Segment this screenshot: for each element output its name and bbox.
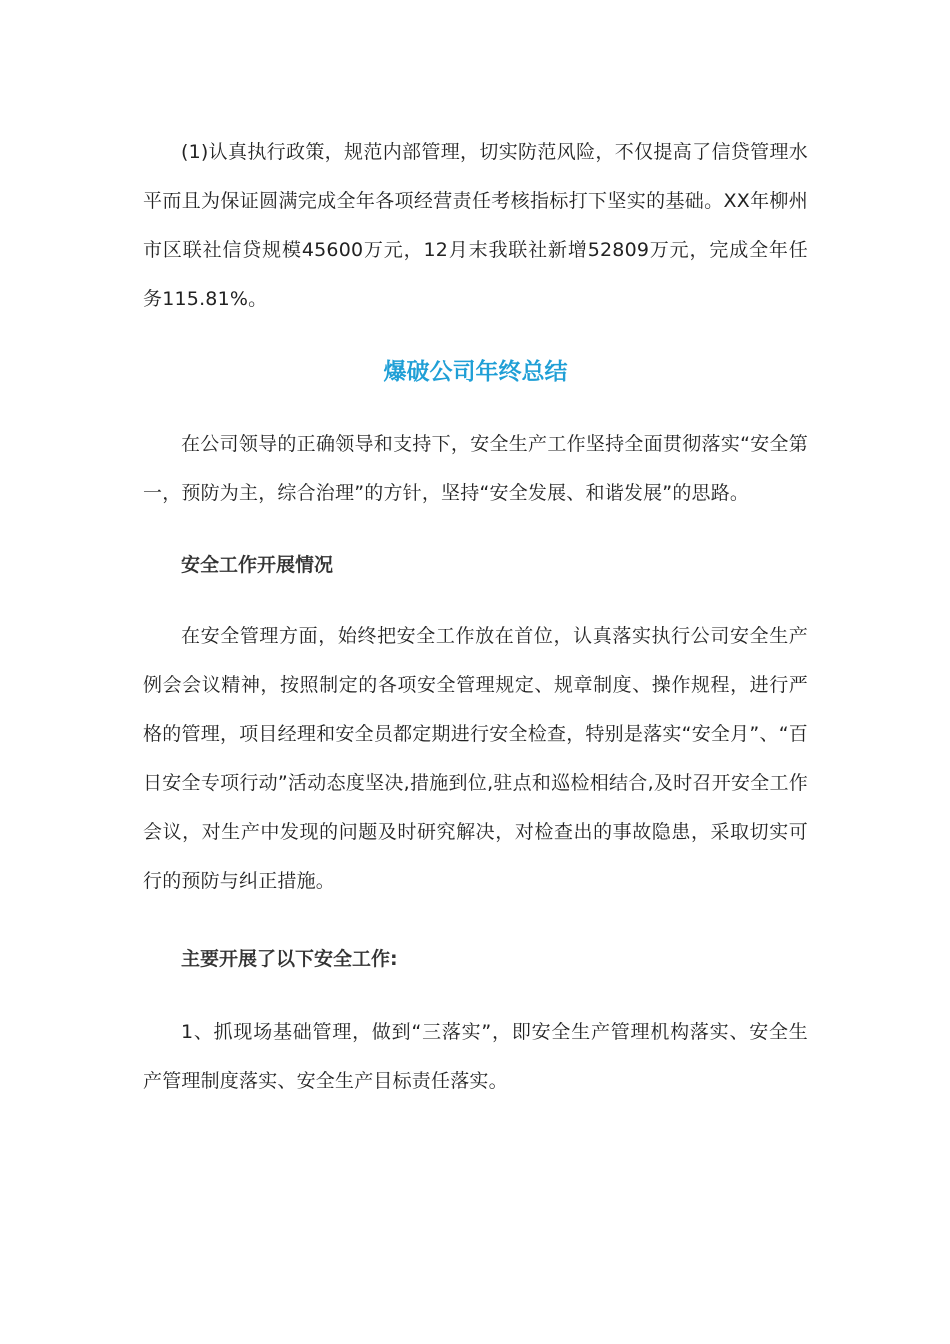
body-paragraph-1: 在公司领导的正确领导和支持下，安全生产工作坚持全面贯彻落实“安全第一，预防为主，综合治理”的方针，坚持“安全发展、和谐发展”的思路。 [143, 433, 808, 504]
body-paragraph-2: 在安全管理方面，始终把安全工作放在首位，认真落实执行公司安全生产例会会议精神，按照制定的各项安全管理规定、规章制度、操作规程，进行严格的管理，项目经理和安全员都定期进行安全检查，特别是落实“安全月”、“百日安全专项行动”活动态度坚决,措施到位,驻点和巡检相结合,及时召开安全工作会议，对生产中发现的问题及时研究解决，对检查出的事故隐患，采取切实可行的预防与纠正措施。 [143, 625, 808, 892]
section-heading-main-work: 主要开展了以下安全工作: [181, 948, 398, 970]
intro-paragraph: (1)认真执行政策，规范内部管理，切实防范风险，不仅提高了信贷管理水平而且为保证圆满完成全年各项经营责任考核指标打下坚实的基础。XX年柳州市区联社信贷规模45600万元，12月末我联社新增52809万元，完成全年任务115.81%。 [143, 141, 808, 310]
section-heading-safety-work: 安全工作开展情况 [181, 554, 334, 576]
document-title: 爆破公司年终总结 [383, 359, 568, 385]
body-paragraph-3: 1、抓现场基础管理，做到“三落实”，即安全生产管理机构落实、安全生产管理制度落实、安全生产目标责任落实。 [143, 1021, 808, 1092]
